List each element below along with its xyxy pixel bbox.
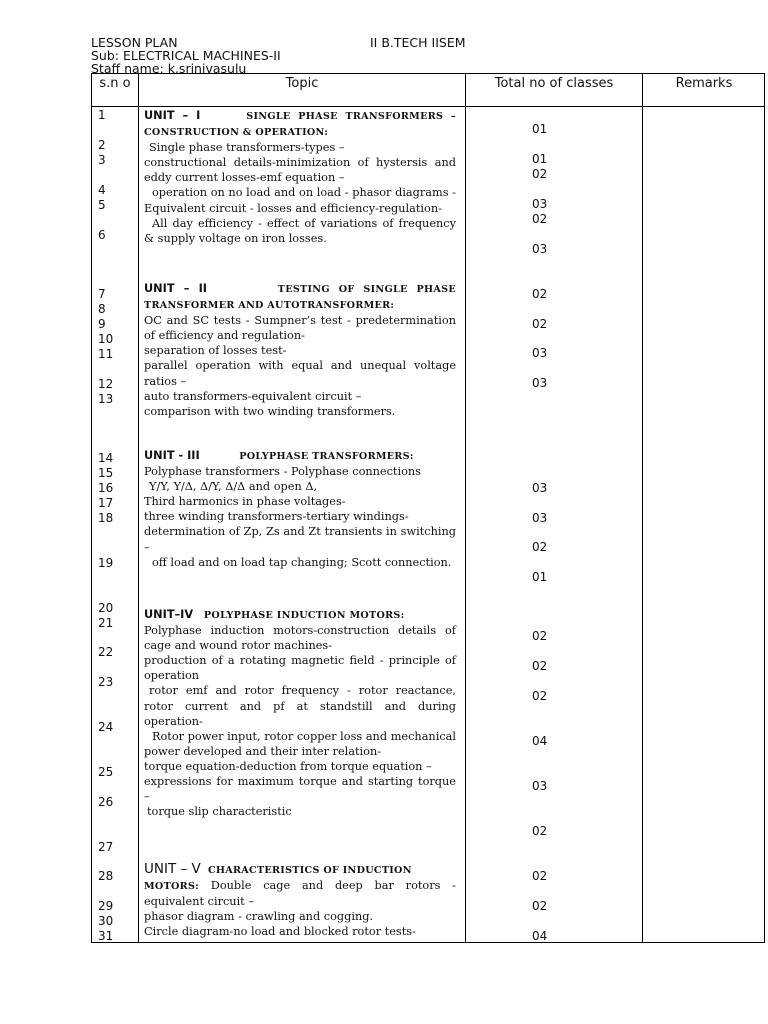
classes-cell: 01 [532, 122, 548, 136]
sno-cell: 10 [98, 332, 114, 346]
classes-cell: 02 [532, 540, 548, 554]
unit-1-heading [144, 108, 456, 140]
unit-2-title: TESTING OF SINGLE PHASE TRANSFORMER AND AUTOTRANSFORMER: [144, 284, 456, 312]
topic-line: All day efficiency - effect of variations of frequency & supply voltage on iron losses. [144, 216, 456, 245]
column-header-topic: Topic [285, 76, 319, 91]
unit-5-title: CHARACTERISTICS OF INDUCTION [207, 865, 412, 876]
sno-cell: 24 [98, 720, 114, 734]
subject-label: Sub: ELECTRICAL MACHINES-II [91, 48, 281, 63]
sno-cell: 9 [98, 317, 106, 331]
unit-4-heading [144, 607, 456, 623]
topic-line: torque slip characteristic [147, 805, 292, 819]
sno-cell: 12 [98, 377, 114, 391]
sno-cell: 18 [98, 511, 114, 525]
unit-5-block [144, 862, 456, 939]
topic-line: Y/Y, Y/Δ, Δ/Y, Δ/Δ and open Δ, [149, 480, 318, 494]
classes-cell: 03 [532, 779, 548, 793]
classes-cell: 03 [532, 511, 548, 525]
topic-line: separation of losses test- [144, 344, 287, 358]
classes-cell: 03 [532, 242, 548, 256]
column-header-remarks: Remarks [675, 76, 733, 91]
classes-cell: 04 [532, 929, 548, 943]
unit-1-label: UNIT – I [144, 109, 201, 122]
sno-cell: 20 [98, 601, 114, 615]
classes-cell: 02 [532, 317, 548, 331]
topic-line: operation on no load and on load - phasor diagrams - Equivalent circuit - losses and efficiency-regulation- [144, 186, 456, 215]
sno-cell: 26 [98, 795, 114, 809]
sno-cell: 11 [98, 347, 114, 361]
sno-cell: 14 [98, 451, 114, 465]
topic-line: Single phase transformers-types – [149, 141, 345, 155]
classes-cell: 03 [532, 376, 548, 390]
topic-line: off load and on load tap changing; Scott connection. [152, 555, 452, 569]
sno-cell: 21 [98, 616, 114, 630]
topic-line: Third harmonics in phase voltages- [144, 495, 346, 509]
column-divider [465, 74, 466, 942]
unit-1-block [144, 108, 456, 246]
classes-cell: 02 [532, 167, 548, 181]
unit-4-block [144, 607, 456, 819]
unit-3-heading [144, 448, 456, 464]
sno-cell: 30 [98, 914, 114, 928]
topic-line: torque equation-deduction from torque equation – [144, 759, 432, 773]
staff-name-label: Staff name: k.srinivasulu [91, 61, 247, 76]
sno-cell: 5 [98, 198, 106, 212]
sno-cell: 29 [98, 899, 114, 913]
sno-cell: 17 [98, 496, 114, 510]
classes-cell: 02 [532, 659, 548, 673]
column-header-classes: Total no of classes [494, 76, 614, 91]
topic-line: parallel operation with equal and unequal voltage ratios – [144, 359, 456, 388]
topic-line: auto transformers-equivalent circuit – [144, 389, 362, 403]
classes-cell: 02 [532, 824, 548, 838]
sno-cell: 7 [98, 287, 106, 301]
classes-cell: 02 [532, 869, 548, 883]
header-row-divider [92, 106, 764, 107]
unit-5-heading [144, 862, 456, 878]
classes-cell: 01 [532, 570, 548, 584]
topic-line: comparison with two winding transformers. [144, 404, 396, 418]
classes-cell: 02 [532, 287, 548, 301]
classes-cell: 03 [532, 197, 548, 211]
classes-cell: 01 [532, 152, 548, 166]
column-divider [642, 74, 643, 942]
sno-cell: 6 [98, 228, 106, 242]
classes-cell: 03 [532, 481, 548, 495]
sno-cell: 22 [98, 645, 114, 659]
topic-line [144, 878, 456, 909]
sno-cell: 2 [98, 138, 106, 152]
sno-cell: 27 [98, 840, 114, 854]
unit-1-title: SINGLE PHASE TRANSFORMERS – CONSTRUCTION & OPERATION: [144, 111, 456, 139]
classes-cell: 03 [532, 346, 548, 360]
classes-cell: 04 [532, 734, 548, 748]
classes-cell: 02 [532, 629, 548, 643]
sno-cell: 23 [98, 675, 114, 689]
sno-cell: 1 [98, 108, 106, 122]
column-divider [138, 74, 139, 942]
topic-line: Rotor power input, rotor copper loss and mechanical power developed and their inter relation- [144, 729, 456, 758]
sno-cell: 16 [98, 481, 114, 495]
sno-cell: 28 [98, 869, 114, 883]
sno-cell: 25 [98, 765, 114, 779]
topic-line: OC and SC tests - Sumpner’s test - predetermination of efficiency and regulation- [144, 314, 456, 343]
topic-line: Circle diagram-no load and blocked rotor tests- [144, 925, 416, 939]
course-label: II B.TECH IISEM [370, 35, 466, 50]
column-header-sno: s.n o [99, 76, 131, 91]
classes-cell: 02 [532, 899, 548, 913]
topic-line: phasor diagram - crawling and cogging. [144, 910, 374, 924]
topic-line: rotor emf and rotor frequency - rotor reactance, rotor current and pf at standstill and during operation- [144, 684, 456, 728]
sno-cell: 3 [98, 153, 106, 167]
unit-2-heading [144, 281, 456, 313]
unit-3-block [144, 448, 456, 570]
sno-cell: 4 [98, 183, 106, 197]
topic-text: Double cage and deep bar rotors - equivalent circuit – [144, 879, 456, 909]
sno-cell: 19 [98, 556, 114, 570]
topic-line: constructional details-minimization of hystersis and eddy current losses-emf equation – [144, 156, 456, 185]
topic-line: Polyphase transformers - Polyphase connections [144, 465, 421, 479]
unit-5-title-cont: MOTORS: [144, 881, 200, 893]
lesson-plan-label: LESSON PLAN [91, 35, 178, 50]
sno-cell: 8 [98, 302, 106, 316]
topic-line: determination of Zp, Zs and Zt transients in switching – [144, 525, 456, 554]
unit-4-label: UNIT–IV [144, 608, 194, 621]
topic-line: three winding transformers-tertiary windings- [144, 510, 409, 524]
unit-2-block [144, 281, 456, 419]
lesson-plan-table [91, 73, 765, 943]
sno-cell: 31 [98, 929, 114, 943]
classes-cell: 02 [532, 689, 548, 703]
unit-3-title: POLYPHASE TRANSFORMERS: [239, 451, 414, 462]
sno-cell: 13 [98, 392, 114, 406]
unit-3-label: UNIT - III [144, 449, 200, 462]
classes-cell: 02 [532, 212, 548, 226]
sno-cell: 15 [98, 466, 114, 480]
unit-4-title: POLYPHASE INDUCTION MOTORS: [203, 610, 405, 621]
unit-5-label: UNIT – V [144, 861, 201, 877]
unit-2-label: UNIT – II [144, 282, 207, 295]
topic-line: Polyphase induction motors-construction details of cage and wound rotor machines- [144, 624, 456, 653]
topic-line: expressions for maximum torque and starting torque – [144, 775, 456, 804]
topic-line: production of a rotating magnetic field - principle of operation [144, 654, 456, 683]
